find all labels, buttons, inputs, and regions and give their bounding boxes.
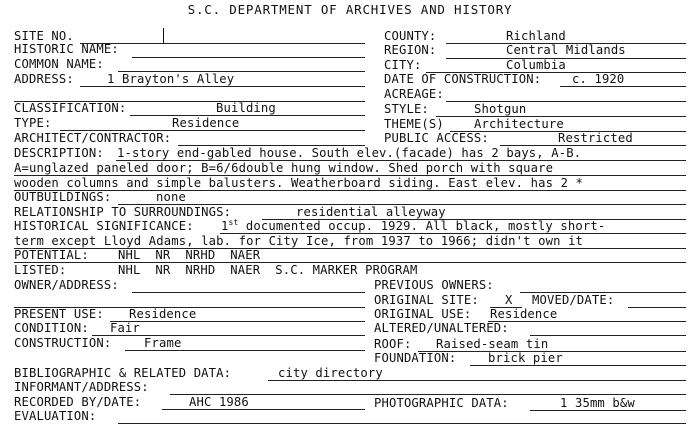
historic-name-label: HISTORIC NAME: [14,42,119,56]
style-value: Shotgun [474,102,527,116]
date-value: c. 1920 [572,72,625,86]
significance-rule-2 [14,248,686,249]
significance-line-2: term except Lloyd Adams, lab. for City Ice, from 1937 to 1966; didn't own it [14,234,584,248]
original-use-label: ORIGINAL USE: [374,307,472,321]
biblio-line [268,380,686,381]
classification-value: Building [216,101,276,115]
moved-date-line [628,307,686,308]
significance-num: 1 [221,219,229,233]
potential-label: POTENTIAL: [14,248,89,262]
photographic-data-value: 1 35mm b&w [560,396,635,410]
classification-label: CLASSIFICATION: [14,101,127,115]
address-line [80,86,365,87]
original-site-label: ORIGINAL SITE: [374,293,479,307]
moved-date-label: MOVED/DATE: [532,293,615,307]
altered-label: ALTERED/UNALTERED: [374,321,509,335]
outbuildings-label: OUTBUILDINGS: [14,190,112,204]
roof-value: Raised-seam tin [436,337,549,351]
foundation-value: brick pier [488,351,563,365]
city-value: Columbia [506,58,566,72]
original-use-value: Residence [490,307,558,321]
type-value: Residence [172,116,240,130]
significance-sup: st [228,217,239,227]
evaluation-label: EVALUATION: [14,409,97,423]
region-value: Central Midlands [506,43,626,57]
biblio-label: BIBLIOGRAPHIC & RELATED DATA: [14,366,232,380]
listed-options: NHL NR NRHD NAER S.C. MARKER PROGRAM [118,263,418,277]
relationship-value: residential alleyway [296,205,446,219]
theme-value: Architecture [474,117,564,131]
date-line [560,86,686,87]
city-label: CITY: [384,58,422,72]
address-label: ADDRESS: [14,72,74,86]
condition-line [92,335,365,336]
text-cursor [163,28,164,44]
owner-line-1 [132,292,365,293]
description-line-1: 1-story end-gabled house. South elev.(facade) has 2 bays, A-B. [117,146,582,160]
listed-label: LISTED: [14,263,67,277]
biblio-value: city directory [278,366,383,380]
photographic-data-label: PHOTOGRAPHIC DATA: [374,396,509,410]
region-label: REGION: [384,43,437,57]
county-label: COUNTY: [384,29,437,43]
significance-label: HISTORICAL SIGNIFICANCE: [14,219,194,233]
recorded-by-value: AHC 1986 [189,395,249,409]
theme-label: THEME(S) [384,117,444,131]
significance-line-1 [221,217,606,233]
relationship-label: RELATIONSHIP TO SURROUNDINGS: [14,205,232,219]
photographic-data-line [530,410,686,411]
foundation-line [470,365,686,366]
altered-line [530,335,686,336]
public-access-label: PUBLIC ACCESS: [384,131,489,145]
historic-name-line [132,57,365,58]
recorded-by-label: RECORDED BY/DATE: [14,395,142,409]
foundation-label: FOUNDATION: [374,351,457,365]
present-use-label: PRESENT USE: [14,307,104,321]
site-no-line [80,43,365,44]
outbuildings-value: none [156,190,186,204]
style-label: STYLE: [384,102,429,116]
acreage-label: ACREAGE: [384,87,444,101]
common-name-label: COMMON NAME: [14,57,104,71]
form-header: S.C. DEPARTMENT OF ARCHIVES AND HISTORY [187,2,513,17]
present-use-line [110,321,365,322]
construction-value: Frame [144,336,182,350]
region-line [446,58,686,59]
potential-options: NHL NR NRHD NAER [118,248,261,262]
description-line-2: A=unglazed paneled door; B=6/6double hung window. Shed porch with square [14,161,554,175]
roof-label: ROOF: [374,337,412,351]
type-label: TYPE: [14,116,52,130]
architect-label: ARCHITECT/CONTRACTOR: [14,131,172,145]
public-access-value: Restricted [558,131,633,145]
recorded-by-line [162,409,365,410]
condition-value: Fair [110,321,140,335]
description-line-3: wooden columns and simple balusters. Weatherboard siding. East elev. has 2 * [14,176,584,190]
description-rule-3 [14,190,686,191]
original-use-line [488,321,686,322]
construction-label: CONSTRUCTION: [14,336,112,350]
previous-owners-label: PREVIOUS OWNERS: [374,278,494,292]
owner-label: OWNER/ADDRESS: [14,278,119,292]
date-label: DATE OF CONSTRUCTION: [384,72,542,86]
condition-label: CONDITION: [14,321,89,335]
construction-line [125,350,365,351]
informant-label: INFORMANT/ADDRESS: [14,380,149,394]
original-site-value: X [505,293,513,307]
significance-rest: documented occup. 1929. All black, mostly short- [238,219,606,233]
county-value: Richland [506,29,566,43]
description-label: DESCRIPTION: [14,146,104,160]
classification-top-line [14,101,365,102]
present-use-value: Residence [129,307,197,321]
address-value: 1 Brayton's Alley [107,72,235,86]
evaluation-line [118,423,686,424]
classification-line [130,115,365,116]
site-no-label: SITE NO. [14,29,74,43]
